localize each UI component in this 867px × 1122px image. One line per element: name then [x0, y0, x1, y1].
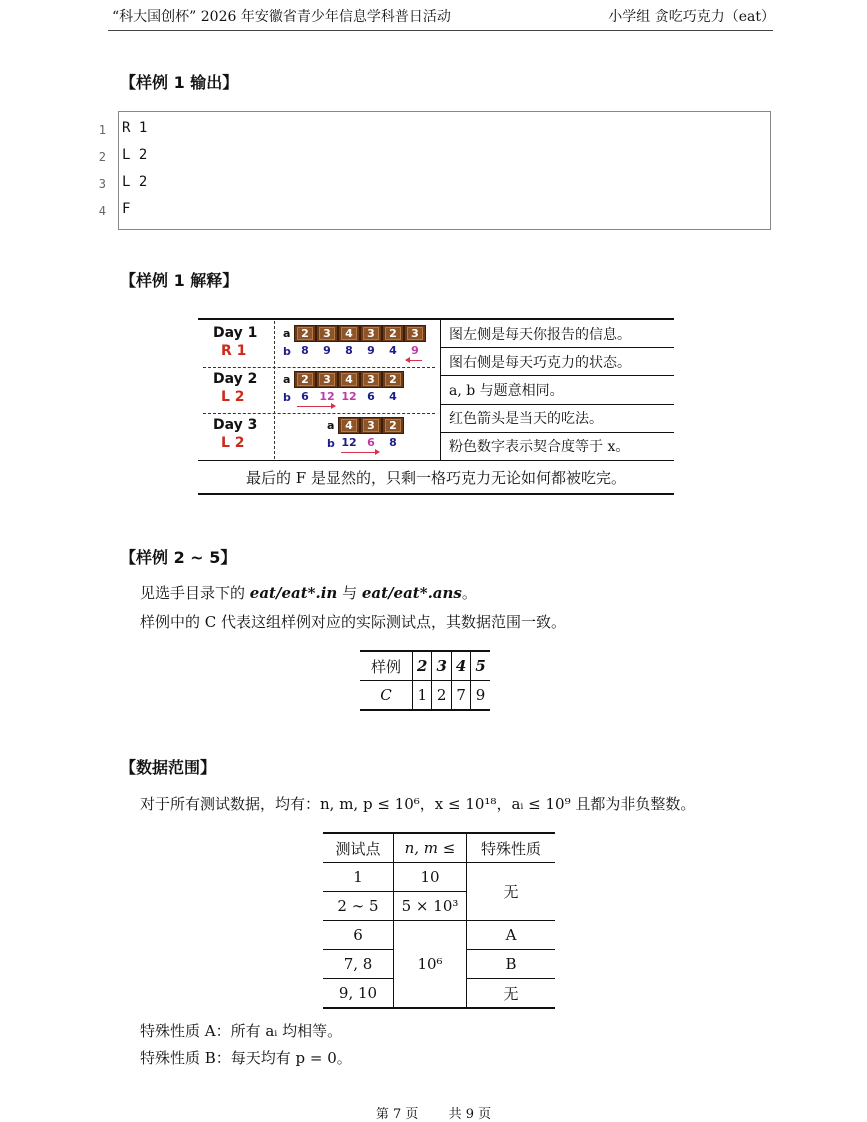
- explain-desc: a, b 与题意相同。: [441, 376, 675, 404]
- header-divider: [108, 30, 773, 31]
- day-label: Day 3: [213, 417, 258, 433]
- sample1-explain-heading: 【样例 1 解释】: [120, 271, 239, 290]
- file-in: eat/eat*.in: [249, 584, 338, 602]
- property-a: 特殊性质 A：所有 aᵢ 均相等。: [140, 1022, 343, 1040]
- b-value: 6: [301, 390, 309, 403]
- explain-desc: 图左侧是每天你报告的信息。: [441, 319, 675, 348]
- b-value: 9: [367, 344, 375, 357]
- table-cell: 无: [467, 863, 556, 921]
- chocolate-cell: 4: [338, 417, 360, 434]
- eat-arrow-icon: [297, 406, 335, 407]
- sample-note-paragraph: 样例中的 C 代表这组样例对应的实际测试点，其数据范围一致。: [140, 613, 567, 631]
- chocolate-cell: 3: [316, 371, 338, 388]
- b-value-match: 9: [411, 344, 419, 357]
- chocolate-cell: 2: [294, 325, 316, 342]
- chocolate-cell: 2: [382, 417, 404, 434]
- b-value: 12: [341, 436, 357, 449]
- chocolate-cell: 3: [360, 371, 382, 388]
- chocolate-cell: 3: [316, 325, 338, 342]
- chocolate-cell: 2: [382, 325, 404, 342]
- table-cell: 4: [451, 651, 470, 681]
- table-cell: 2: [413, 651, 432, 681]
- table-cell: 2: [432, 681, 451, 711]
- data-range-heading: 【数据范围】: [120, 758, 217, 777]
- table-cell: 9, 10: [338, 984, 378, 1002]
- chocolate-cell: 3: [360, 325, 382, 342]
- sample2-5-heading: 【样例 2 ∼ 5】: [120, 548, 237, 567]
- chocolate-illustration: [198, 319, 441, 461]
- b-value-match: 12: [319, 390, 335, 403]
- chocolate-cell: 3: [404, 325, 426, 342]
- para-mid: 与: [337, 584, 362, 602]
- code-line: L 2: [122, 147, 148, 163]
- code-line: L 2: [122, 174, 148, 190]
- sample-table: [360, 650, 490, 711]
- a-label: a: [283, 327, 291, 340]
- explain-desc: 红色箭头是当天的吃法。: [441, 404, 675, 432]
- explain-desc: 粉色数字表示契合度等于 x。: [449, 439, 630, 456]
- a-label: a: [283, 373, 291, 386]
- b-label: b: [327, 437, 335, 450]
- b-value: 8: [345, 344, 353, 357]
- code-line: R 1: [122, 120, 148, 136]
- property-b: 特殊性质 B：每天均有 p = 0。: [140, 1049, 352, 1067]
- table-header: 特殊性质: [467, 833, 556, 863]
- code-line: F: [122, 201, 131, 217]
- chocolate-cell: 2: [382, 371, 404, 388]
- sample1-output-box[interactable]: [118, 111, 771, 230]
- eat-arrow-icon: [406, 360, 422, 361]
- b-value: 4: [389, 390, 397, 403]
- table-cell: 1: [323, 863, 394, 892]
- b-value: 6: [367, 390, 375, 403]
- chocolate-cell: 3: [360, 417, 382, 434]
- b-value-match: 12: [341, 390, 357, 403]
- page-number: 第 7 页: [375, 1107, 419, 1122]
- file-ans: eat/eat*.ans: [361, 584, 462, 602]
- table-cell: 7, 8: [323, 950, 394, 979]
- table-cell: A: [467, 921, 556, 950]
- chocolate-cell: 2: [294, 371, 316, 388]
- explain-footer: 最后的 F 是显然的，只剩一格巧克力无论如何都被吃完。: [198, 461, 674, 495]
- table-cell: C: [380, 686, 392, 704]
- table-header: n, m ≤: [394, 833, 467, 863]
- data-range-paragraph: 对于所有测试数据，均有：n, m, p ≤ 10⁶，x ≤ 10¹⁸，aᵢ ≤ 10⁹ 且都为非负整数。: [140, 795, 696, 813]
- b-label: b: [283, 391, 291, 404]
- eat-arrow-icon: [341, 452, 379, 453]
- explain-desc: 图右侧是每天巧克力的状态。: [441, 348, 675, 376]
- explain-table: [198, 318, 674, 495]
- para-suffix: 。: [461, 584, 477, 602]
- b-value: 8: [389, 436, 397, 449]
- day-block: [199, 323, 439, 369]
- table-cell: 5: [471, 651, 490, 681]
- chocolate-cell: 4: [338, 371, 360, 388]
- line-number: 1: [98, 123, 106, 137]
- page-footer: [0, 1103, 867, 1122]
- sample-files-paragraph: [140, 582, 477, 603]
- day-label: Day 2: [213, 371, 258, 387]
- table-cell: 10⁶: [394, 921, 467, 1009]
- a-label: a: [327, 419, 335, 432]
- table-cell: 1: [413, 681, 432, 711]
- page-total: 共 9 页: [448, 1107, 492, 1122]
- b-label: b: [283, 345, 291, 358]
- table-cell: 3: [432, 651, 451, 681]
- table-cell: 2 ∼ 5: [323, 892, 394, 921]
- sample1-output-heading: 【样例 1 输出】: [120, 73, 239, 92]
- b-value: 9: [323, 344, 331, 357]
- day-block: [199, 415, 439, 461]
- table-cell: 6: [323, 921, 394, 950]
- table-cell: B: [467, 950, 556, 979]
- header-problem: 小学组 贪吃巧克力（eat）: [608, 9, 775, 25]
- day-operation: R 1: [221, 343, 247, 359]
- table-cell: 7: [451, 681, 470, 711]
- b-value: 4: [389, 344, 397, 357]
- data-range-table: [323, 832, 555, 1009]
- header-title: “科大国创杯” 2026 年安徽省青少年信息学科普日活动: [112, 9, 451, 25]
- table-header: 测试点: [323, 833, 394, 863]
- table-cell: 10: [394, 863, 467, 892]
- b-value-match: 6: [367, 436, 375, 449]
- line-number: 4: [98, 204, 106, 218]
- line-number: 3: [98, 177, 106, 191]
- day-operation: L 2: [221, 389, 245, 405]
- day-label: Day 1: [213, 325, 258, 341]
- table-cell: 无: [467, 979, 556, 1009]
- b-value: 8: [301, 344, 309, 357]
- table-cell: 样例: [360, 651, 413, 681]
- day-block: [199, 369, 439, 415]
- table-cell: 5 × 10³: [394, 892, 467, 921]
- chocolate-cell: 4: [338, 325, 360, 342]
- para-prefix: 见选手目录下的: [140, 584, 250, 602]
- table-cell: 9: [471, 681, 490, 711]
- line-number: 2: [98, 150, 106, 164]
- day-operation: L 2: [221, 435, 245, 451]
